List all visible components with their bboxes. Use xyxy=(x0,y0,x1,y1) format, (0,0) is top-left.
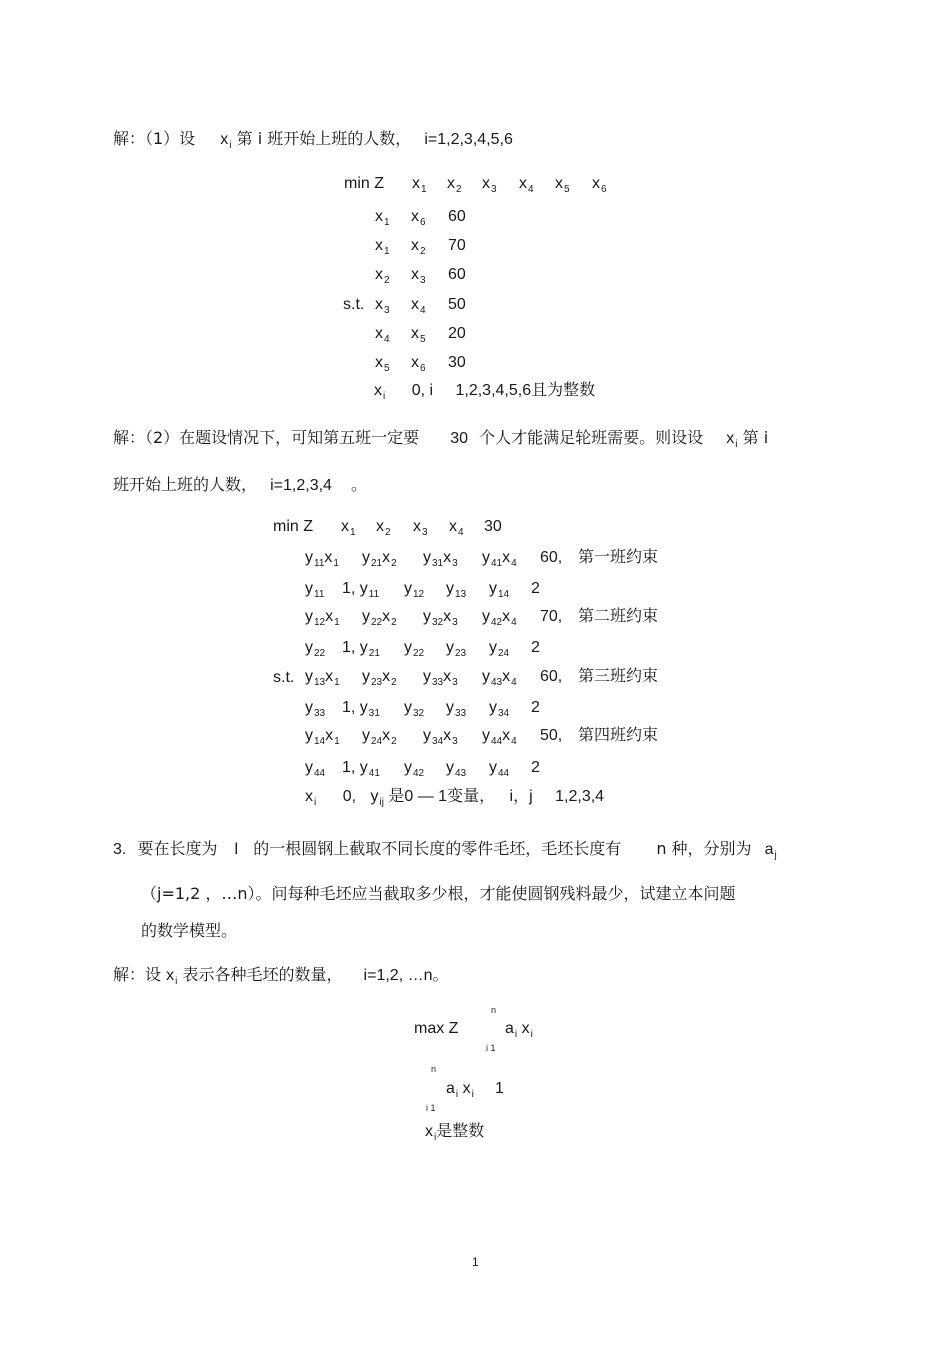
constraint-term xyxy=(305,608,340,628)
term-y: $y_{13}$ xyxy=(446,580,467,600)
last-t3: 1,2,3,4 xyxy=(555,788,605,805)
part3-prefix: 解：设 xyxy=(113,965,162,984)
problem3-a: $a_j$ xyxy=(764,841,777,861)
part1-heading-range: i=1,2,3,4,5,6 xyxy=(424,131,513,148)
part2-line2-range: i=1,2,3,4 xyxy=(270,477,332,494)
term-y: 1, $y_{41}$ xyxy=(342,759,380,779)
constraint-rhs: 70, xyxy=(540,608,563,625)
term-y: $y_{24}$ xyxy=(362,727,383,747)
term-y: $y_{14}$ xyxy=(489,580,510,600)
constraint-rhs: 2 xyxy=(531,580,540,597)
part1-heading-var: $x_i$ xyxy=(220,131,232,151)
part3-text: 表示各种毛坯的数量， xyxy=(182,965,343,984)
constraint-lhs-a xyxy=(375,296,390,316)
constraint-term xyxy=(362,549,397,569)
term-x: $x_1$ xyxy=(324,549,339,569)
constraint-rhs: 2 xyxy=(531,639,540,656)
objective-var-term: $x_5$ xyxy=(555,175,570,195)
term-y: $y_{43}$ xyxy=(482,668,503,688)
objective-var xyxy=(412,175,427,195)
term-y: $y_{22}$ xyxy=(305,639,326,659)
constraint-var: $x_4$ xyxy=(375,325,390,345)
term-y: $y_{44}$ xyxy=(482,727,503,747)
constraint-term xyxy=(305,727,340,747)
constraint-term xyxy=(404,699,425,719)
term-x: $x_2$ xyxy=(382,727,397,747)
constraint-note: 第二班约束 xyxy=(578,606,659,625)
objective-var xyxy=(555,175,570,195)
constraint-term xyxy=(404,580,425,600)
objective-term: $a_i$ $x_i$ xyxy=(505,1020,533,1040)
part2-line1-var: $x_i$ xyxy=(726,430,738,450)
part2-line2-end: 。 xyxy=(351,475,368,494)
constraint-rhs: 60, xyxy=(540,549,563,566)
constraint-lhs-a xyxy=(375,325,390,345)
constraint-var: $x_3$ xyxy=(411,266,426,286)
constraint-sum-top: n xyxy=(431,1064,437,1074)
last-var: $x_i$ xyxy=(374,382,386,402)
constraint-lhs-b xyxy=(411,296,426,316)
objective-label: min Z xyxy=(344,175,384,192)
constraint-term xyxy=(446,639,467,659)
constraint-var: $x_5$ xyxy=(411,325,426,345)
objective-var-term: $x_3$ xyxy=(482,175,497,195)
constraint-lhs-a xyxy=(375,266,390,286)
problem3-text: 要在长度为 xyxy=(137,839,218,858)
term-y: 1, $y_{31}$ xyxy=(342,699,380,719)
constraint-term xyxy=(482,549,517,569)
constraint-term xyxy=(446,759,467,779)
constraint-term xyxy=(342,759,380,779)
term-x: $x_4$ xyxy=(502,668,517,688)
term-x: $x_2$ xyxy=(382,549,397,569)
constraint-lhs-b xyxy=(411,354,426,374)
constraint-term xyxy=(446,699,467,719)
objective-var xyxy=(447,175,462,195)
term-y: $y_{12}$ xyxy=(305,608,326,628)
term-y: $y_{23}$ xyxy=(446,639,467,659)
constraint-rhs: 60 xyxy=(448,208,466,225)
constraint-term xyxy=(489,639,510,659)
constraint-term xyxy=(482,727,517,747)
last-c1: 0, xyxy=(342,788,357,805)
term-x: $x_4$ xyxy=(502,608,517,628)
objective-var xyxy=(592,175,607,195)
term-y: $y_{22}$ xyxy=(404,639,425,659)
term-y: $y_{32}$ xyxy=(423,608,444,628)
objective-var xyxy=(376,518,391,538)
constraint-term: $a_i$ $x_i$ xyxy=(446,1080,474,1100)
last-cond: 0, i xyxy=(411,382,434,399)
term-y: $y_{34}$ xyxy=(489,699,510,719)
term-y: $y_{21}$ xyxy=(362,549,383,569)
term-x: $x_3$ xyxy=(443,549,458,569)
constraint-term xyxy=(305,699,326,719)
term-y: $y_{11}$ xyxy=(305,580,325,600)
constraint-term xyxy=(305,668,340,688)
page-number: 1 xyxy=(472,1255,479,1269)
part2-st-label: s.t. xyxy=(273,669,295,686)
term-y: $y_{13}$ xyxy=(305,668,326,688)
objective-var-term: $x_4$ xyxy=(449,518,464,538)
term-y: $y_{33}$ xyxy=(423,668,444,688)
constraint-lhs-b xyxy=(411,325,426,345)
part3-objective-label: max Z xyxy=(414,1020,459,1037)
constraint-rhs: 1 xyxy=(495,1080,504,1097)
objective-var xyxy=(341,518,356,538)
term-y: $y_{43}$ xyxy=(446,759,467,779)
term-y: $y_{12}$ xyxy=(404,580,425,600)
objective-var-term: $x_2$ xyxy=(447,175,462,195)
constraint-term xyxy=(362,668,397,688)
part3-var: $x_i$ xyxy=(166,967,178,987)
constraint-term xyxy=(423,727,458,747)
part1-objective xyxy=(344,176,384,192)
constraint-rhs: 50, xyxy=(540,727,563,744)
term-y: $y_{31}$ xyxy=(423,549,444,569)
last-t1: 是0 — 1变量， xyxy=(388,788,496,805)
constraint-term xyxy=(342,639,380,659)
last-t2: i，j xyxy=(509,788,533,805)
part1-last-constraint xyxy=(374,382,596,402)
constraint-term xyxy=(305,580,325,600)
problem3-line3: 的数学模型。 xyxy=(141,921,238,940)
objective-var-term: $x_6$ xyxy=(592,175,607,195)
constraint-var: $x_3$ xyxy=(375,296,390,316)
term-y: $y_{42}$ xyxy=(404,759,425,779)
term-y: $y_{23}$ xyxy=(362,668,383,688)
term-x: $x_3$ xyxy=(443,608,458,628)
constraint-term xyxy=(489,580,510,600)
constraint-term xyxy=(305,549,339,569)
part2-objective-const: 30 xyxy=(484,518,502,535)
constraint-rhs: 30 xyxy=(448,354,466,371)
term-x: $x_1$ xyxy=(325,668,340,688)
part1-heading-text: 第 i 班开始上班的人数， xyxy=(236,129,412,148)
constraint-rhs: 60, xyxy=(540,668,563,685)
constraint-note: 第一班约束 xyxy=(578,547,659,566)
last-tail: 1,2,3,4,5,6且为整数 xyxy=(455,382,596,399)
problem3-line1 xyxy=(113,839,777,861)
constraint-term xyxy=(482,608,517,628)
term-y: $y_{11}$ xyxy=(305,549,325,569)
objective-var-term: $x_4$ xyxy=(519,175,534,195)
term-y: $y_{14}$ xyxy=(305,727,326,747)
objective-var-term: $x_3$ xyxy=(413,518,428,538)
problem3-num: 3. xyxy=(113,841,127,858)
term-y: $y_{44}$ xyxy=(305,759,326,779)
term-y: $y_{34}$ xyxy=(423,727,444,747)
term-y: $y_{24}$ xyxy=(489,639,510,659)
last-y: $y_{ij}$ xyxy=(370,788,384,808)
constraint-term xyxy=(404,759,425,779)
part2-line1 xyxy=(113,428,769,450)
constraint-rhs: 50 xyxy=(448,296,466,313)
constraint-var: $x_2$ xyxy=(375,266,390,286)
sum-bottom: i 1 xyxy=(486,1043,496,1053)
part2-objective-label: min Z xyxy=(273,518,313,535)
problem3-line2: （j=1,2 ，…n）。问每种毛坯应当截取多少根，才能使圆钢残料最少，试建立本问题 xyxy=(141,884,736,903)
term-x: $x_3$ xyxy=(443,727,458,747)
part2-last-constraint xyxy=(305,788,605,808)
constraint-term xyxy=(362,608,397,628)
constraint-term xyxy=(404,639,425,659)
part2-line1-text2: 个人才能满足轮班需要。则设设 xyxy=(479,428,704,447)
part1-heading xyxy=(113,129,513,151)
constraint-term xyxy=(482,668,517,688)
constraint-note: 第三班约束 xyxy=(578,666,659,685)
constraint-var: $x_4$ xyxy=(411,296,426,316)
term-x: $x_2$ xyxy=(382,608,397,628)
part2-line2-text: 班开始上班的人数， xyxy=(113,475,258,494)
term-y: $y_{44}$ xyxy=(489,759,510,779)
problem3-l: l xyxy=(234,841,239,858)
part3-integer: $x_i$是整数 xyxy=(425,1123,485,1143)
constraint-term xyxy=(342,580,380,600)
last-x: $x_i$ xyxy=(305,788,317,808)
part3-heading xyxy=(113,965,449,987)
term-y: $y_{33}$ xyxy=(305,699,326,719)
part2-line1-num: 30 xyxy=(450,430,469,447)
constraint-var: $x_2$ xyxy=(411,237,426,257)
constraint-term xyxy=(423,549,458,569)
term-x: $x_4$ xyxy=(502,549,517,569)
objective-var xyxy=(482,175,497,195)
objective-var xyxy=(519,175,534,195)
constraint-term xyxy=(489,759,510,779)
sum-top: n xyxy=(491,1005,497,1015)
objective-var xyxy=(413,518,428,538)
term-y: $y_{32}$ xyxy=(404,699,425,719)
part1-heading-prefix: 解：（1）设 xyxy=(113,129,196,148)
term-x: $x_1$ xyxy=(325,608,340,628)
constraint-var: $x_6$ xyxy=(411,354,426,374)
objective-var-term: $x_1$ xyxy=(412,175,427,195)
term-y: 1, $y_{21}$ xyxy=(342,639,380,659)
term-x: $x_1$ xyxy=(325,727,340,747)
constraint-term xyxy=(423,668,458,688)
constraint-lhs-a xyxy=(375,208,390,228)
term-y: $y_{33}$ xyxy=(446,699,467,719)
problem3-n: n 种，分别为 xyxy=(656,839,752,858)
term-x: $x_3$ xyxy=(443,668,458,688)
constraint-lhs-b xyxy=(411,208,426,228)
part2-line2 xyxy=(113,477,367,494)
constraint-term xyxy=(489,699,510,719)
part1-st-label: s.t. xyxy=(343,296,365,313)
constraint-lhs-b xyxy=(411,266,426,286)
constraint-rhs: 2 xyxy=(531,759,540,776)
constraint-rhs: 2 xyxy=(531,699,540,716)
objective-var xyxy=(449,518,464,538)
constraint-rhs: 20 xyxy=(448,325,466,342)
term-x: $x_4$ xyxy=(502,727,517,747)
constraint-lhs-b xyxy=(411,237,426,257)
constraint-var: $x_6$ xyxy=(411,208,426,228)
term-y: $y_{41}$ xyxy=(482,549,503,569)
constraint-term xyxy=(362,727,397,747)
constraint-sum-bottom: i 1 xyxy=(426,1103,436,1113)
term-y: $y_{22}$ xyxy=(362,608,383,628)
part2-line1-text: 解：（2）在题设情况下，可知第五班一定要 xyxy=(113,428,420,447)
part3-range: i=1,2, …n。 xyxy=(363,967,449,984)
constraint-lhs-a xyxy=(375,354,390,374)
constraint-term xyxy=(305,639,326,659)
problem3-text2: 的一根圆钢上截取不同长度的零件毛坯，毛坯长度有 xyxy=(253,839,622,858)
constraint-var: $x_1$ xyxy=(375,208,390,228)
objective-var-term: $x_2$ xyxy=(376,518,391,538)
part2-line1-text3: 第 i xyxy=(742,428,769,447)
constraint-term xyxy=(342,699,380,719)
term-x: $x_2$ xyxy=(382,668,397,688)
constraint-term xyxy=(423,608,458,628)
constraint-rhs: 70 xyxy=(448,237,466,254)
constraint-lhs-a xyxy=(375,237,390,257)
constraint-rhs: 60 xyxy=(448,266,466,283)
constraint-var: $x_5$ xyxy=(375,354,390,374)
term-y: $y_{42}$ xyxy=(482,608,503,628)
constraint-term xyxy=(446,580,467,600)
constraint-note: 第四班约束 xyxy=(578,725,659,744)
objective-var-term: $x_1$ xyxy=(341,518,356,538)
constraint-var: $x_1$ xyxy=(375,237,390,257)
constraint-term xyxy=(305,759,326,779)
term-y: 1, $y_{11}$ xyxy=(342,580,380,600)
